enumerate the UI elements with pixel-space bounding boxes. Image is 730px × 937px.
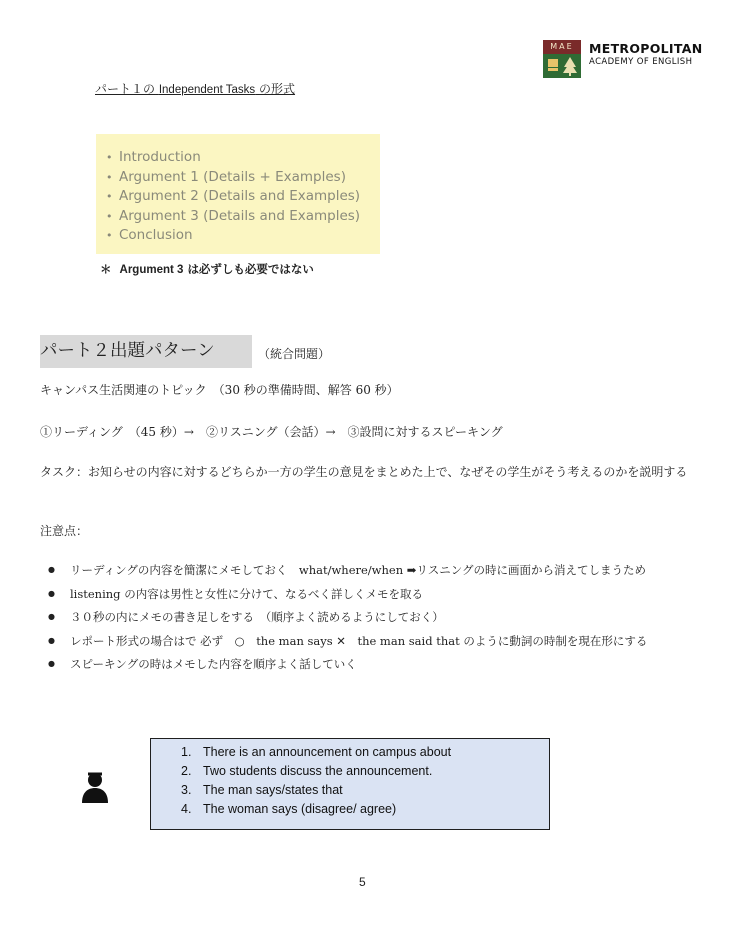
part1-title: パート１の Independent Tasks の形式 [95, 82, 296, 96]
list-item: ● リーディングの内容を簡潔にメモしておく what/where/when ➡リスニングの時に画面から消えてしまうため [40, 560, 690, 581]
logo-emblem [543, 40, 581, 78]
list-item: 3. The man says/states that [181, 783, 343, 797]
speaking-template-box [150, 738, 550, 830]
list-item: ● ３０秒の内にメモの書き足しをする （順序よく読めるようにしておく） [40, 607, 690, 628]
task-flow-line: ①リーディング （45 秒）→ ②リスニング（会話）→ ③設問に対するスピーキング [40, 425, 503, 439]
speaking-template-list [181, 743, 451, 819]
page-number: 5 [359, 875, 366, 889]
part2-subheading: （統合問題） [258, 347, 331, 361]
part2-heading: パート２出題パターン [40, 335, 252, 368]
logo-subtitle: ACADEMY OF ENGLISH [589, 57, 693, 67]
notes-heading: 注意点： [40, 524, 89, 538]
essay-structure-box [96, 134, 380, 254]
person-icon [79, 771, 111, 803]
notes-list [40, 560, 690, 678]
list-item: ● レポート形式の場合はで 必ず ○ the man says ✕ the man said that のように動詞の時制を現在形にする [40, 631, 690, 652]
tree-icon [543, 54, 581, 78]
list-item: 4. The woman says (disagree/ agree) [181, 802, 397, 816]
list-item: • Conclusion [106, 227, 193, 244]
logo-name: METROPOLITAN [589, 41, 703, 56]
topic-line: キャンパス生活関連のトピック （30 秒の準備時間、解答 60 秒） [40, 383, 399, 397]
list-item: • Argument 1 (Details + Examples) [106, 168, 346, 185]
task-description: タスク：お知らせの内容に対するどちらか一方の学生の意見をまとめた上で、なぜその学生がそう考えるのかを説明する [40, 465, 688, 479]
essay-structure-list [106, 148, 360, 246]
list-item: • Argument 2 (Details and Examples) [106, 188, 361, 205]
logo-emblem-text: MAE [543, 40, 581, 54]
list-item: ● listening の内容は男性と女性に分けて、なるべく詳しくメモを取る [40, 584, 690, 605]
list-item: ● スピーキングの時はメモした内容を順序よく話していく [40, 654, 690, 675]
list-item: • Argument 3 (Details and Examples) [106, 207, 361, 224]
list-item: 1. There is an announcement on campus about [181, 745, 452, 759]
academy-logo [543, 40, 703, 80]
argument3-note: ＊ Argument 3 は必ずしも必要ではない [100, 262, 314, 276]
list-item: • Introduction [106, 149, 201, 165]
list-item: 2. Two students discuss the announcement. [181, 764, 433, 778]
